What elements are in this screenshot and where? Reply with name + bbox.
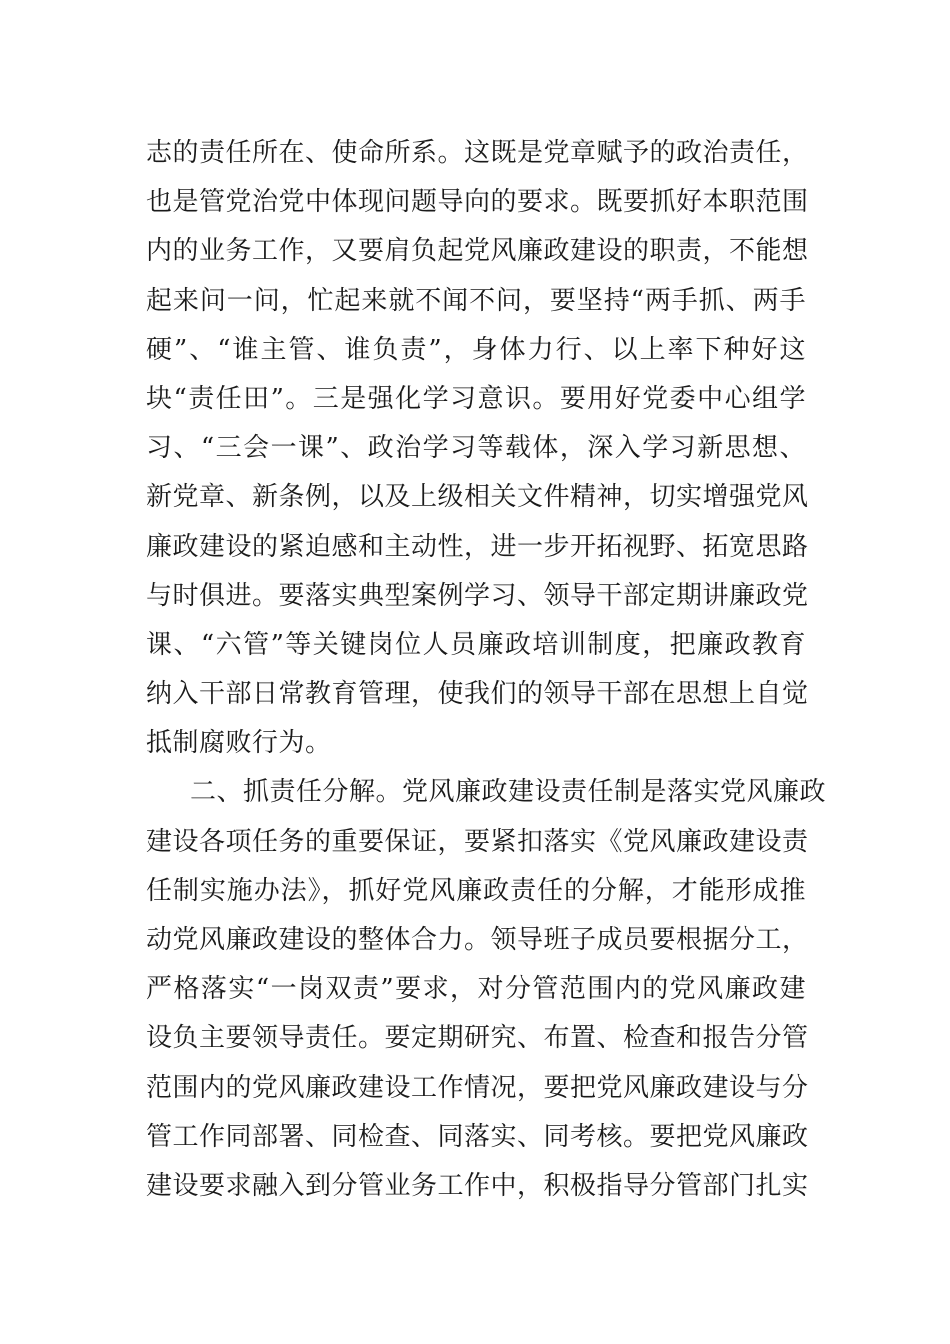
text-line: 动党风廉政建设的整体合力。领导班子成员要根据分工， [146, 925, 809, 955]
text-line: 严格落实“一岗双责”要求，对分管范围内的党风廉政建 [146, 974, 806, 1005]
paragraph-continued [146, 129, 809, 768]
text-line: 范围内的党风廉政建设工作情况，要把党风廉政建设与分 [146, 1072, 809, 1103]
paragraph-section-two [146, 768, 827, 1211]
document-body [146, 129, 827, 1211]
text-line: 纳入干部日常教育管理，使我们的领导干部在思想上自觉 [146, 679, 809, 710]
text-line: 新党章、新条例，以及上级相关文件精神，切实增强党风 [146, 482, 809, 513]
text-line: 建设各项任务的重要保证，要紧扣落实《党风廉政建设责 [146, 826, 809, 857]
text-line: 建设要求融入到分管业务工作中，积极指导分管部门扎实 [146, 1170, 809, 1201]
text-line: 廉政建设的紧迫感和主动性，进一步开拓视野、拓宽思路 [146, 531, 809, 562]
text-line: 任制实施办法》，抓好党风廉政责任的分解，才能形成推 [146, 875, 806, 906]
text-line: 抵制腐败行为。 [146, 728, 332, 759]
text-line: 课、“六管”等关键岗位人员廉政培训制度，把廉政教育 [146, 629, 806, 660]
section-heading-line: 二、抓责任分解。党风廉政建设责任制是落实党风廉政 [190, 777, 827, 808]
text-line: 内的业务工作，又要肩负起党风廉政建设的职责，不能想 [146, 236, 809, 267]
text-line: 块“责任田”。三是强化学习意识。要用好党委中心组学 [146, 383, 806, 414]
text-line: 与时俱进。要落实典型案例学习、领导干部定期讲廉政党 [146, 580, 809, 611]
text-line: 习、“三会一课”、政治学习等载体，深入学习新思想、 [146, 433, 806, 464]
text-line: 起来问一问，忙起来就不闻不问，要坚持“两手抓、两手 [146, 285, 806, 316]
text-line: 管工作同部署、同检查、同落实、同考核。要把党风廉政 [146, 1121, 809, 1152]
text-line: 设负主要领导责任。要定期研究、布置、检查和报告分管 [146, 1023, 809, 1054]
text-line: 硬”、“谁主管、谁负责”，身体力行、以上率下种好这 [146, 334, 806, 365]
text-line: 也是管党治党中体现问题导向的要求。既要抓好本职范围 [146, 187, 809, 218]
text-line: 志的责任所在、使命所系。这既是党章赋予的政治责任， [146, 138, 809, 168]
